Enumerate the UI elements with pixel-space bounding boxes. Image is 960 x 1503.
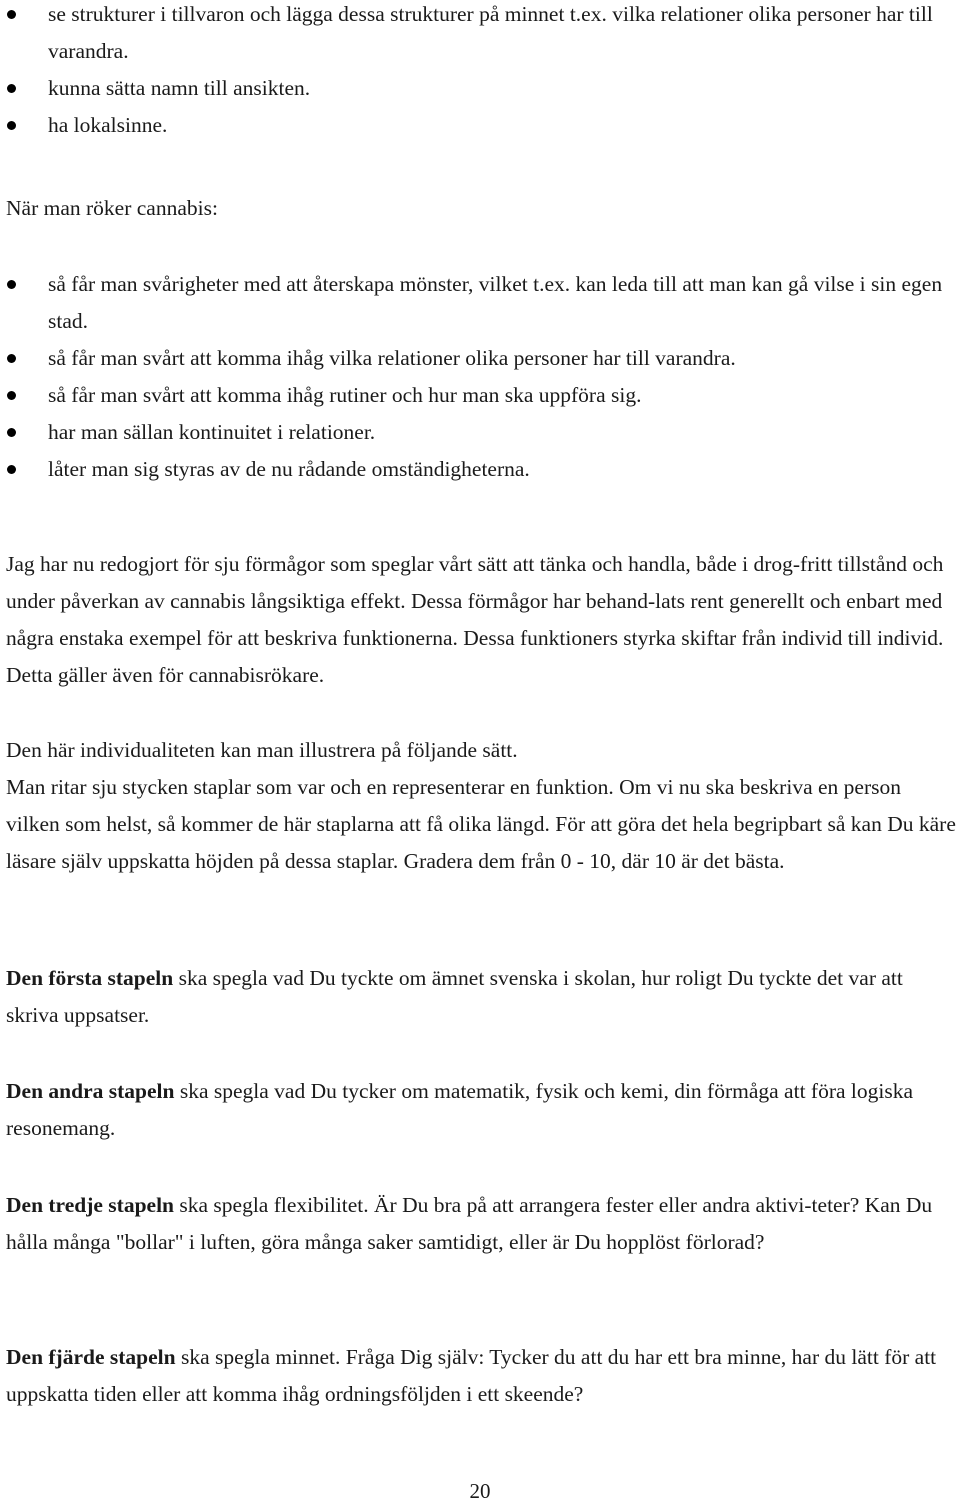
individuality-paragraph-first-line: Den här individualiteten kan man illustrera på följande sätt. — [6, 738, 518, 762]
bullet-icon — [7, 354, 16, 363]
bullet-icon — [7, 280, 16, 289]
stapel-3-text: ska spegla flexibilitet. Är Du bra på att arrangera fester eller andra aktivi-teter? Kan Du hålla många "bollar" i luften, göra många saker samtidigt, eller är Du hopplöst förlorad? — [6, 1193, 933, 1254]
cannabis-intro — [6, 190, 956, 227]
stapel-3-label: Den tredje stapeln — [6, 1193, 175, 1217]
list-item — [0, 70, 956, 107]
summary-paragraph — [6, 546, 956, 694]
stapel-2-text: ska spegla vad Du tycker om matematik, fysik och kemi, din förmåga att föra logiska resonemang. — [6, 1079, 914, 1140]
stapel-1-paragraph — [6, 960, 956, 1034]
stapel-3-paragraph — [6, 1187, 956, 1261]
summary-paragraph-text: Jag har nu redogjort för sju förmågor som speglar vårt sätt att tänka och handla, både i drog-fritt tillstånd och under påverkan av cannabis långsiktiga effekt. Dessa förmågor har behand-lats rent generellt och enbart med några enstaka exempel för att beskriva funktionerna. Dessa funktioners styrka skiftar från individ till individ. Detta gäller även för cannabisrökare. — [6, 552, 944, 687]
bullet-icon — [7, 465, 16, 474]
list-item-text: se strukturer i tillvaron och lägga dessa strukturer på minnet t.ex. vilka relationer olika personer har till varandra. — [48, 2, 933, 63]
stapel-4-paragraph — [6, 1339, 956, 1413]
cannabis-effects-list — [0, 266, 956, 488]
list-item-text: så får man svårigheter med att återskapa mönster, vilket t.ex. kan leda till att man kan gå vilse i sin egen stad. — [48, 272, 943, 333]
list-item-text: kunna sätta namn till ansikten. — [48, 76, 311, 100]
stapel-4-text: ska spegla minnet. Fråga Dig själv: Tycker du att du har ett bra minne, har du lätt för att uppskatta tiden eller att komma ihåg ordningsföljden i ett skeende? — [6, 1345, 937, 1406]
list-item-text: ha lokalsinne. — [48, 113, 168, 137]
bullet-icon — [7, 121, 16, 130]
list-item — [0, 0, 956, 70]
list-item-text: har man sällan kontinuitet i relationer. — [48, 420, 376, 444]
individuality-paragraph-text: Man ritar sju stycken staplar som var och en representerar en funktion. Om vi nu ska beskriva en person vilken som helst, så kommer de här staplarna att få olika längd. För att göra det hela begripbart så kan Du käre läsare själv uppskatta höjden på dessa staplar. Gradera dem från 0 - 10, där 10 är det bästa. — [6, 775, 956, 873]
list-item-text: så får man svårt att komma ihåg vilka relationer olika personer har till varandra. — [48, 346, 736, 370]
ability-list — [0, 0, 956, 144]
bullet-icon — [7, 84, 16, 93]
bullet-icon — [7, 10, 16, 19]
list-item — [0, 340, 956, 377]
list-item — [0, 107, 956, 144]
list-item — [0, 414, 956, 451]
stapel-1-text: ska spegla vad Du tyckte om ämnet svenska i skolan, hur roligt Du tyckte det var att skriva uppsatser. — [6, 966, 903, 1027]
list-item-text: låter man sig styras av de nu rådande omständigheterna. — [48, 457, 530, 481]
stapel-2-paragraph — [6, 1073, 956, 1147]
stapel-2-label: Den andra stapeln — [6, 1079, 175, 1103]
individuality-paragraph — [6, 732, 956, 880]
bullet-icon — [7, 428, 16, 437]
stapel-4-label: Den fjärde stapeln — [6, 1345, 176, 1369]
page-number: 20 — [469, 1479, 491, 1503]
list-item-text: så får man svårt att komma ihåg rutiner och hur man ska uppföra sig. — [48, 383, 642, 407]
bullet-icon — [7, 391, 16, 400]
list-item — [0, 451, 956, 488]
list-item — [0, 377, 956, 414]
stapel-1-label: Den första stapeln — [6, 966, 174, 990]
cannabis-intro-text: När man röker cannabis: — [6, 196, 218, 220]
list-item — [0, 266, 956, 340]
